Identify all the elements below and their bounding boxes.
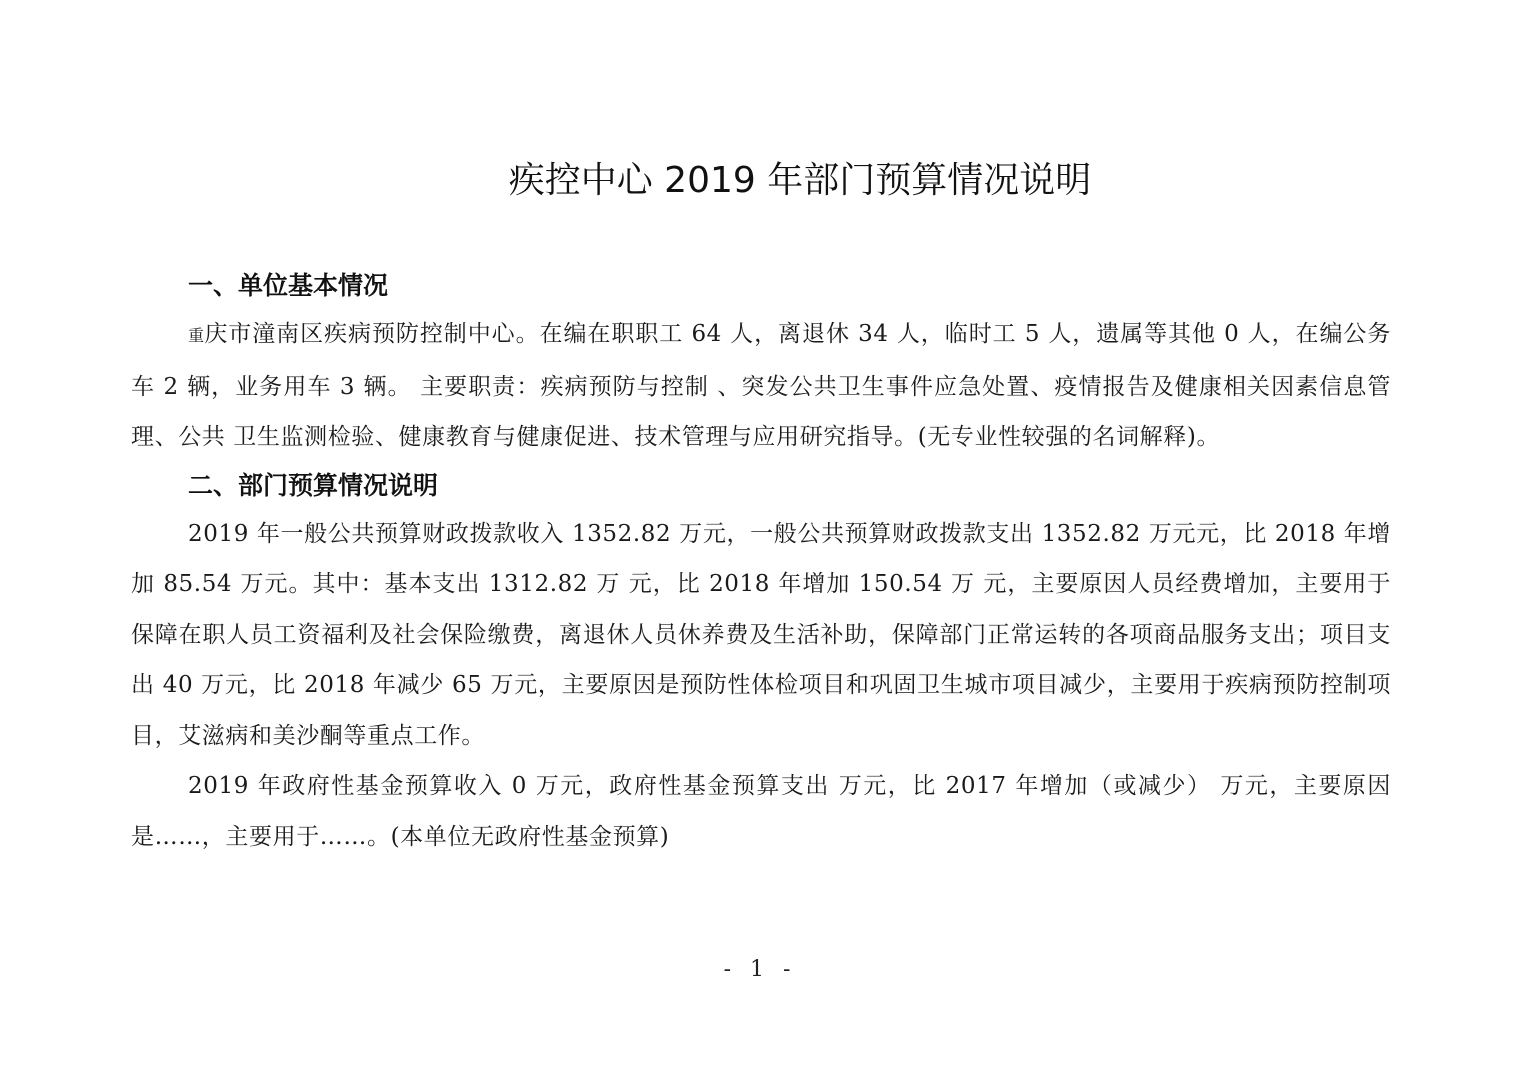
unit-info-paragraph — [131, 309, 1391, 463]
section-heading-unit-info: 一、单位基本情况 — [188, 271, 389, 300]
page-title: 疾控中心 2019 年部门预算情况说明 — [508, 160, 1092, 201]
document-body — [131, 263, 1391, 862]
page-number: - 1 - — [723, 957, 797, 982]
section-heading-budget: 二、部门预算情况说明 — [188, 470, 439, 500]
unit-info-text: 庆市潼南区疾病预防控制中心。在编在职职工 64 人，离退休 34 人，临时工 5 人，遗属等其他 0 人，在编公务车 2 辆，业务用车 3 辆。 主要职责：疾病预防与控制 、突发公共卫生事件应急处置、疫情报告及健康相关因素信息管理、公共 卫生监测检验、健康教育与健康促进、技术管理与应用研究指导。(无专业性较强的名词解释)。 — [131, 321, 1391, 450]
paragraph-lead-char: 重 — [188, 326, 205, 345]
general-budget-paragraph: 2019 年一般公共预算财政拨款收入 1352.82 万元，一般公共预算财政拨款支出 1352.82 万元元，比 2018 年增加 85.54 万元。其中：基本支出 1312.82 万 元，比 2018 年增加 150.54 万 元，主要原因人员经费增加，主要用于保障在职人员工资福利及社会保险缴费，离退休人员休养费及生活补助，保障部门正常运转的各项商品服务支出；项目支出 40 万元，比 2018 年减少 65 万元，主要原因是预防性体检项目和巩固卫生城市项目减少，主要用于疾病预防控制项目，艾滋病和美沙酮等重点工作。 — [131, 520, 1391, 749]
gov-fund-budget-paragraph: 2019 年政府性基金预算收入 0 万元，政府性基金预算支出 万元，比 2017 年增加（或减少） 万元，主要原因是……，主要用于……。(本单位无政府性基金预算) — [131, 773, 1391, 850]
